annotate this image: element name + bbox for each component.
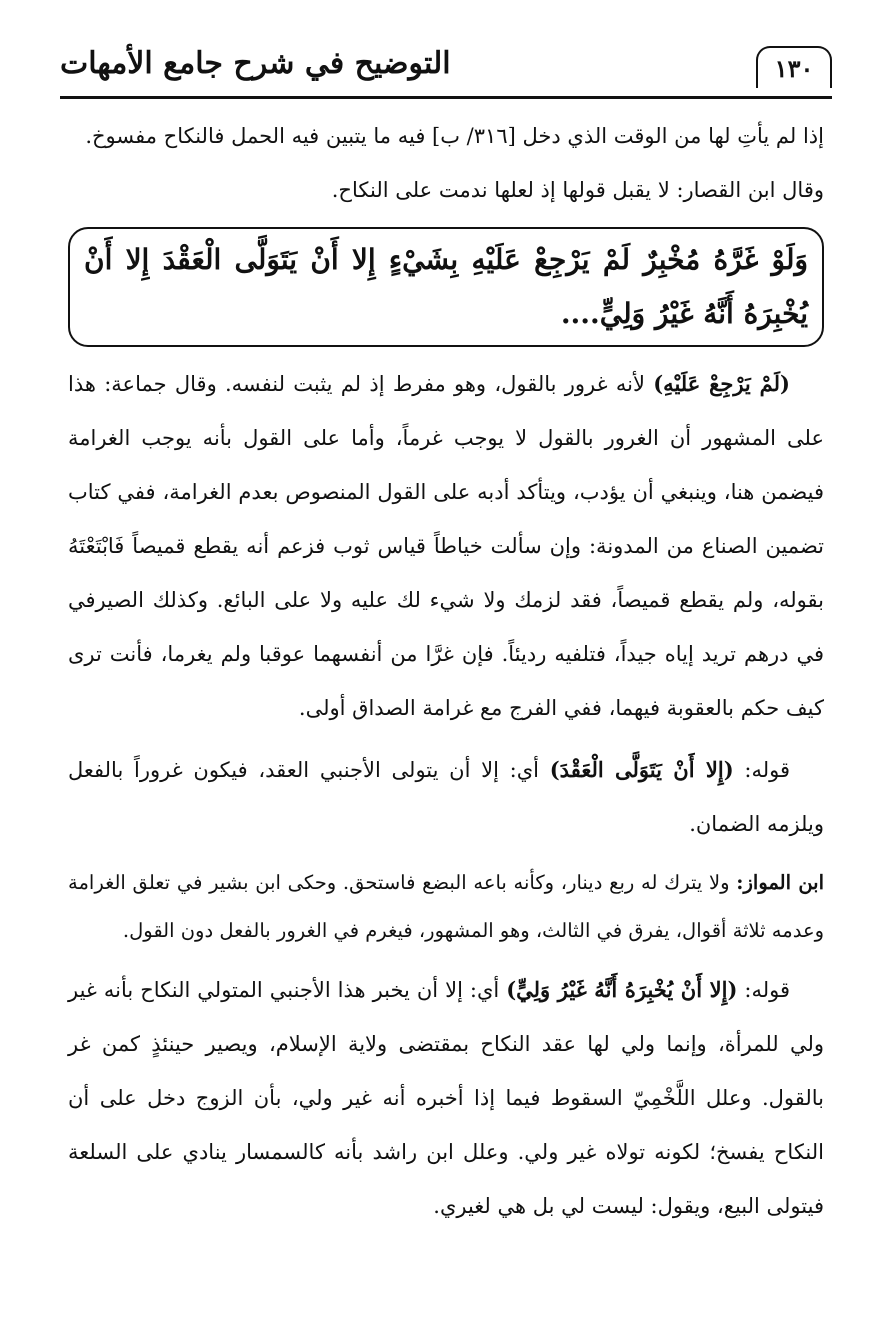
paragraph-1: إذا لم يأتِ لها من الوقت الذي دخل [٣١٦/ ب] فيه ما يتبين فيه الحمل فالنكاح مفسوخ. bbox=[85, 124, 824, 148]
paragraph-5 bbox=[68, 859, 824, 955]
paragraph-6-text: أي: إلا أن يخبر هذا الأجنبي المتولي النكاح بأنه غير ولي للمرأة، وإنما ولي لها عقد النكاح بمقتضى ولاية الإسلام، ويصير حينئذٍ كمن غر بالقول. وعلل اللَّخْمِيّ السقوط فيما إذا أخبره أنه غير ولي، بأن الزوج دخل على أن النكاح يفسخ؛ لكونه تولاه غير ولي. وعلل ابن راشد بأنه كالسمسار ينادي على السلعة فيتولى البيع، ويقول: ليست لي بل هي لغيري. bbox=[68, 978, 824, 1218]
paragraph-5-text: ولا يترك له ربع دينار، وكأنه باعه البضع فاستحق. وحكى ابن بشير في تعلق الغرامة وعدمه ثلاثة أقوال، يفرق في الثالث، وهو المشهور، فيغرم في الغرور بالفعل دون القول. bbox=[68, 871, 824, 942]
paragraph-4-prefix: قوله: bbox=[733, 758, 790, 782]
paragraph-6-prefix: قوله: bbox=[737, 978, 790, 1002]
quoted-phrase-1: (لَمْ يَرْجِعْ عَلَيْهِ) bbox=[653, 371, 790, 396]
paragraph-6 bbox=[68, 963, 824, 1233]
page-header bbox=[60, 40, 832, 99]
running-title: التوضيح في شرح جامع الأمهات bbox=[60, 46, 451, 81]
book-page bbox=[60, 40, 825, 1233]
paragraph-3-text: لأنه غرور بالقول، وهو مفرط إذ لم يثبت لنفسه. وقال جماعة: هذا على المشهور أن الغرور بالقول لا يوجب غرماً، وأما على القول بأنه يوجب الغرامة فيضمن هنا، وينبغي أن يؤدب، ويتأكد أدبه على القول المنصوص بعدم الغرامة، ففي كتاب تضمين الصناع من المدونة: وإن سألت خياطاً قياس ثوب فزعم أنه يقطع قميصاً فَابْتَعْتَهُ بقوله، ولم يقطع قميصاً، فقد لزمك ولا شيء لك عليه ولا على البائع. وكذلك الصيرفي في درهم تريد إياه جيداً، فتلفيه رديئاً. فإن غرَّا من أنفسهما عوقبا ولم يغرما، فأنت ترى كيف حكم بالعقوبة فيهما، ففي الفرج مع غرامة الصداق أولى. bbox=[68, 372, 824, 720]
paragraph-2: وقال ابن القصار: لا يقبل قولها إذ لعلها ندمت على النكاح. bbox=[331, 178, 824, 202]
paragraph-4 bbox=[68, 743, 824, 851]
paragraph-4-text: أي: إلا أن يتولى الأجنبي العقد، فيكون غروراً بالفعل ويلزمه الضمان. bbox=[68, 758, 824, 836]
paragraph-3 bbox=[68, 357, 824, 735]
page-body bbox=[68, 99, 824, 1233]
quoted-phrase-2: (إِلا أَنْ يَتَوَلَّى الْعَقْدَ) bbox=[549, 757, 734, 782]
quoted-phrase-3: (إِلا أَنْ يُخْبِرَهُ أَنَّهُ غَيْرُ وَلِيٍّ) bbox=[506, 977, 738, 1002]
page-number: ١٣٠ bbox=[756, 46, 832, 88]
matn-text-box: وَلَوْ غَرَّهُ مُخْبِرٌ لَمْ يَرْجِعْ عَلَيْهِ بِشَيْءٍ إِلا أَنْ يَتَوَلَّى الْعَقْدَ إِلا أَنْ يُخْبِرَهُ أَنَّهُ غَيْرُ وَلِيٍّ.... bbox=[68, 227, 824, 347]
cited-scholar: ابن المواز: bbox=[736, 871, 825, 894]
